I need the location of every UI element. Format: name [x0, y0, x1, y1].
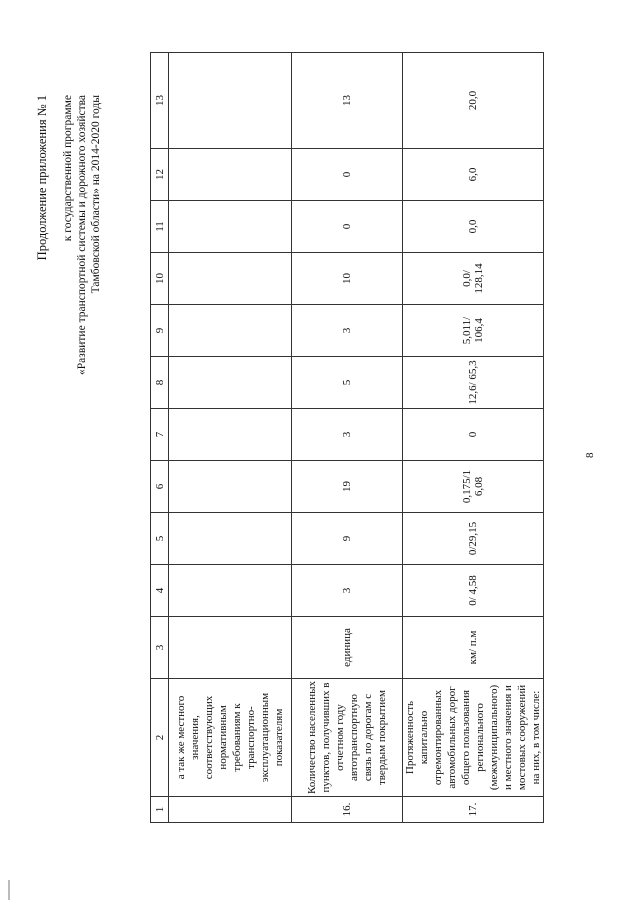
- scan-edge-mark: [8, 880, 10, 900]
- value-cell: 0/ 4,58: [403, 565, 544, 617]
- col-header: 13: [151, 53, 169, 149]
- table-row: [169, 53, 292, 823]
- page-number: 8: [584, 452, 596, 458]
- col-header: 4: [151, 565, 169, 617]
- value-cell: [169, 357, 292, 409]
- header-line-4: Тамбовской области» на 2014-2020 годы: [90, 95, 102, 294]
- value-cell: 6,0: [403, 149, 544, 201]
- value-cell: 0: [292, 149, 403, 201]
- header-block: [35, 95, 103, 375]
- indicator-table: [150, 52, 544, 823]
- col-header: 12: [151, 149, 169, 201]
- col-header: 2: [151, 679, 169, 797]
- value-cell: [169, 409, 292, 461]
- col-header: 5: [151, 513, 169, 565]
- indicator-name: Протяженность капитально отремонтированных автомобильных дорог общего пользования регионального (межмуниципального) и местного значения и мостовых сооружений на них, в том числе:: [403, 679, 544, 797]
- header-row: [151, 53, 169, 823]
- header-line-3: «Развитие транспортной системы и дорожного хозяйства: [76, 95, 88, 375]
- value-cell: 5: [292, 357, 403, 409]
- value-cell: 3: [292, 409, 403, 461]
- value-cell: [169, 461, 292, 513]
- unit-cell: [169, 617, 292, 679]
- value-cell: 0,0/ 128,14: [403, 253, 544, 305]
- value-cell: [169, 305, 292, 357]
- value-cell: 12,6/ 65,3: [403, 357, 544, 409]
- value-cell: 0: [292, 201, 403, 253]
- table-row: [292, 53, 403, 823]
- unit-cell: единица: [292, 617, 403, 679]
- indicator-name: Количество населенных пунктов, получивших в отчетном году автотранспортную связь по дорогам с твердым покрытием: [292, 679, 403, 797]
- value-cell: 0,0: [403, 201, 544, 253]
- value-cell: [169, 513, 292, 565]
- value-cell: 10: [292, 253, 403, 305]
- value-cell: 3: [292, 565, 403, 617]
- row-number: 16.: [292, 797, 403, 823]
- value-cell: 13: [292, 53, 403, 149]
- value-cell: [169, 53, 292, 149]
- value-cell: 0/29,15: [403, 513, 544, 565]
- value-cell: 0: [403, 409, 544, 461]
- col-header: 8: [151, 357, 169, 409]
- col-header: 6: [151, 461, 169, 513]
- value-cell: 9: [292, 513, 403, 565]
- header-line-2: к государственной программе: [62, 95, 74, 242]
- value-cell: [169, 565, 292, 617]
- row-number: 17.: [403, 797, 544, 823]
- col-header: 7: [151, 409, 169, 461]
- col-header: 9: [151, 305, 169, 357]
- indicator-name: а так же местного значения, соответствующих нормативным требованиям к транспортно-эксплуатационным показателям: [169, 679, 292, 797]
- table-row: [403, 53, 544, 823]
- col-header: 3: [151, 617, 169, 679]
- col-header: 1: [151, 797, 169, 823]
- header-title: Продолжение приложения № 1: [35, 95, 49, 261]
- col-header: 11: [151, 201, 169, 253]
- value-cell: 19: [292, 461, 403, 513]
- row-number: [169, 797, 292, 823]
- value-cell: [169, 149, 292, 201]
- value-cell: 0,175/1 6,08: [403, 461, 544, 513]
- value-cell: 20,0: [403, 53, 544, 149]
- unit-cell: км/ п.м: [403, 617, 544, 679]
- value-cell: 3: [292, 305, 403, 357]
- col-header: 10: [151, 253, 169, 305]
- value-cell: [169, 253, 292, 305]
- value-cell: 5,011/ 106,4: [403, 305, 544, 357]
- value-cell: [169, 201, 292, 253]
